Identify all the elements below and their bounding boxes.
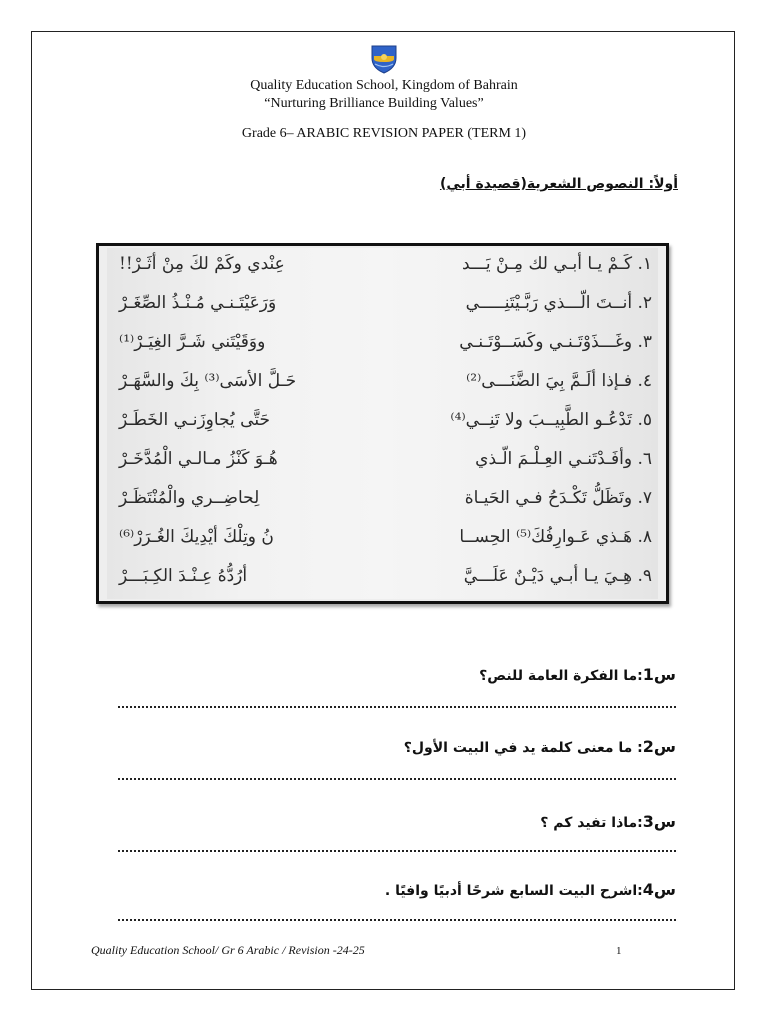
verse-8-second: نُ وتِلْكَ أيْدِيكَ الغُـرَرْ⁽⁶⁾: [119, 527, 274, 547]
answer-line-4[interactable]: [118, 919, 676, 921]
footer-text: Quality Education School/ Gr 6 Arabic / Revision -24-25: [91, 943, 365, 957]
verse-1-first: ١. كَـمْ يـا أبـي لك مِـنْ يَـــد: [462, 254, 652, 274]
question-3: [540, 812, 676, 831]
question-4-number: س4: [642, 880, 676, 899]
school-logo-icon: [370, 44, 398, 74]
paper-title: Grade 6– ARABIC REVISION PAPER (TERM 1): [241, 126, 527, 141]
verse-7-first: ٧. وتَظَلُّ تَكْـدَحُ فـي الحَيـاة: [464, 488, 652, 508]
verse-4-second: حَـلَّ الأسَى⁽³⁾ بِكَ والسَّهَـرْ: [119, 371, 297, 391]
verse-5-first: ٥. تَدْعُـو الطَّبِيــبَ ولا تَنِــي⁽⁴⁾: [450, 410, 652, 430]
verse-9-first: ٩. هِـيَ يـا أبـي دَيْـنٌ عَلَـــيَّ: [463, 566, 652, 586]
verse-7-second: لِحاضِــري والْمُنْتَظَـرْ: [119, 488, 260, 508]
question-2-number: س2: [642, 737, 676, 756]
verse-2-first: ٢. أنــتَ الّـــذي رَبَّـيْتَنِـــــي: [465, 293, 652, 313]
section-title: أولاً: النصوص الشعرية(قصيدة أبي): [439, 176, 678, 192]
verse-2-second: وَرَعَيْتَـنـي مُـنْـذُ الصِّغَـرْ: [119, 293, 277, 313]
verse-3-first: ٣. وغَـــذَوْتَـنـي وكَسَــوْتَـنـي: [459, 332, 652, 352]
question-1-number: س1: [642, 665, 676, 684]
school-motto: “Nurturing Brilliance Building Values”: [264, 96, 484, 111]
verse-4-first: ٤. فـإذا ألَـمَّ بِيَ الضَّنَـــى⁽²⁾: [466, 371, 652, 391]
verse-6-second: هُـوَ كَنْزُ مـالـي الْمُدَّخَـرْ: [119, 449, 278, 469]
verse-8-first: ٨. هَـذي عَـوارِفُكَ⁽⁵⁾ الحِســا: [459, 527, 652, 547]
verse-5-second: حَتَّى يُجاوِزَنـي الخَطَـرْ: [119, 410, 270, 430]
answer-line-2[interactable]: [118, 778, 676, 780]
page-number: 1: [616, 945, 622, 957]
verse-3-second: ووَقَيْتَني شَـرَّ الغِيَـرْ⁽¹⁾: [119, 332, 266, 352]
question-3-text: :ماذا تفيد كم ؟: [540, 815, 643, 831]
question-4: [385, 880, 676, 899]
answer-line-1[interactable]: [118, 706, 676, 708]
question-1-text: :ما الفكرة العامة للنص؟: [479, 668, 643, 684]
question-1: [479, 665, 676, 684]
question-2-text: : ما معنى كلمة يد في البيت الأول؟: [403, 740, 643, 756]
question-4-text: :اشرح البيت السابع شرحًا أدبيًا وافيًا .: [384, 883, 643, 899]
poem-image: [96, 243, 669, 604]
verse-6-first: ٦. وأفَـدْتَنـي العِـلْـمَ الّـذي: [475, 449, 652, 469]
answer-line-3[interactable]: [118, 850, 676, 852]
school-name: Quality Education School, Kingdom of Bahrain: [250, 78, 518, 93]
question-2: [404, 737, 676, 756]
verse-1-second: عِنْدي وكَمْ لكَ مِنْ أثَـرْ!!: [119, 254, 285, 274]
question-3-number: س3: [642, 812, 676, 831]
verse-9-second: أرُدُّهُ عِـنْـدَ الكِـبَـــرْ: [119, 566, 248, 586]
